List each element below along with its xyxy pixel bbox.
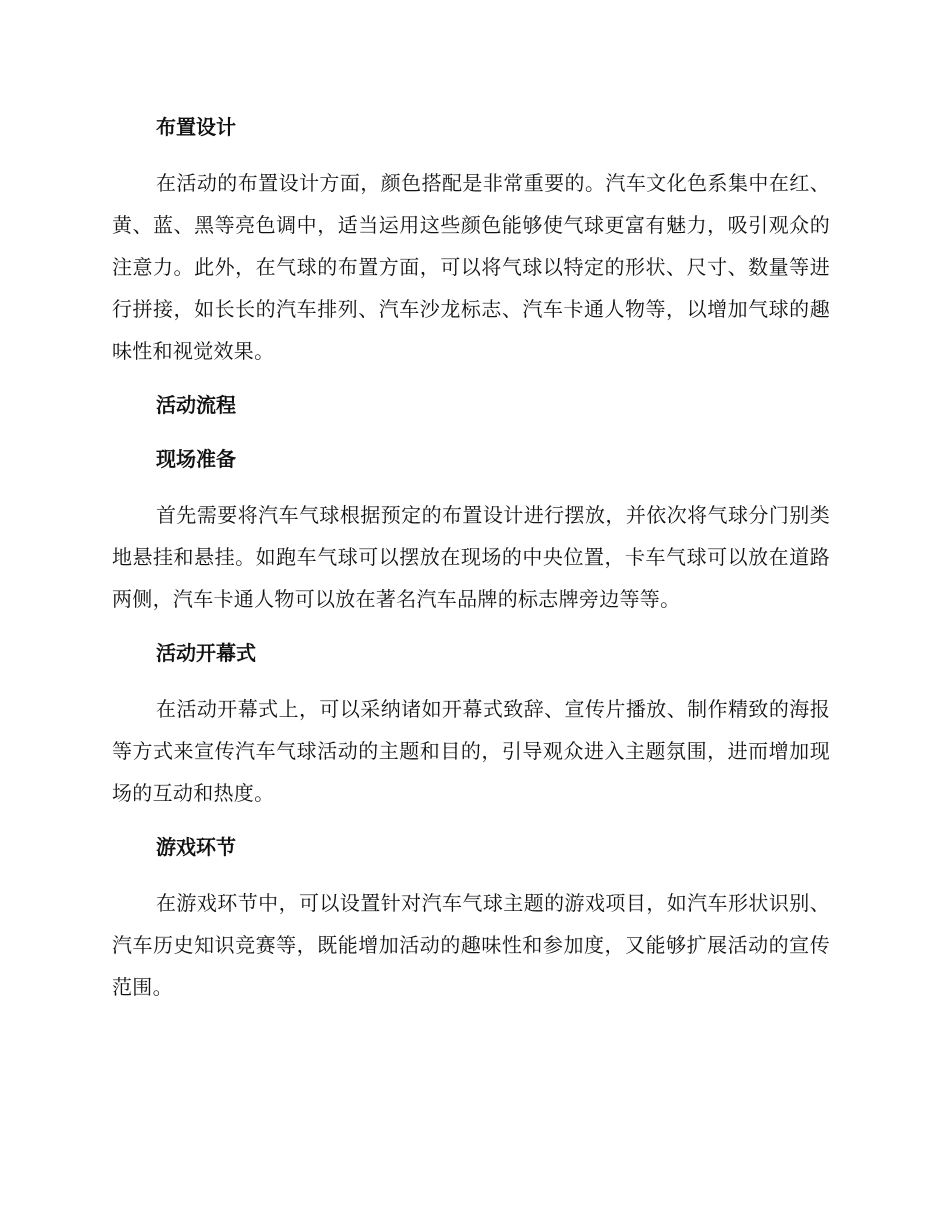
section-paragraph-opening-ceremony: 在活动开幕式上，可以采纳诸如开幕式致辞、宣传片播放、制作精致的海报等方式来宣传汽车气球活动的主题和目的，引导观众进入主题氛围，进而增加现场的互动和热度。 bbox=[112, 697, 830, 805]
section-heading-event-flow: 活动流程 bbox=[156, 393, 236, 417]
section-paragraph-layout-design: 在活动的布置设计方面，颜色搭配是非常重要的。汽车文化色系集中在红、黄、蓝、黑等亮色调中，适当运用这些颜色能够使气球更富有魅力，吸引观众的注意力。此外，在气球的布置方面，可以将气球以特定的形状、尺寸、数量等进行拼接，如长长的汽车排列、汽车沙龙标志、汽车卡通人物等，以增加气球的趣味性和视觉效果。 bbox=[112, 171, 830, 363]
section-paragraph-game-session: 在游戏环节中，可以设置针对汽车气球主题的游戏项目，如汽车形状识别、汽车历史知识竞赛等，既能增加活动的趣味性和参加度，又能够扩展活动的宣传范围。 bbox=[112, 891, 830, 999]
section-heading-layout-design: 布置设计 bbox=[156, 115, 236, 139]
section-heading-site-preparation: 现场准备 bbox=[156, 447, 236, 471]
section-paragraph-site-preparation: 首先需要将汽车气球根据预定的布置设计进行摆放，并依次将气球分门别类地悬挂和悬挂。如跑车气球可以摆放在现场的中央位置，卡车气球可以放在道路两侧，汽车卡通人物可以放在著名汽车品牌的标志牌旁边等等。 bbox=[112, 503, 830, 611]
section-heading-opening-ceremony: 活动开幕式 bbox=[156, 641, 256, 665]
section-heading-game-session: 游戏环节 bbox=[156, 835, 236, 859]
document-body bbox=[112, 108, 830, 1022]
